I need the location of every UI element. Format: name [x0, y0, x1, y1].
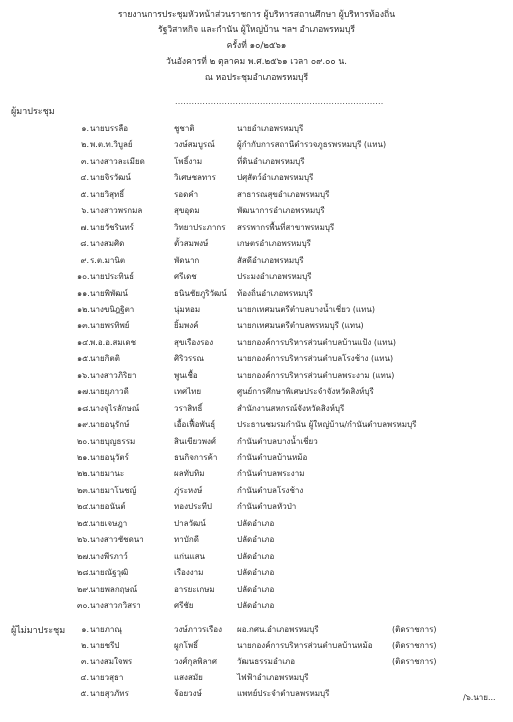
person-last-name: โพธิ์งาม: [174, 156, 203, 166]
item-number: ๙.: [80, 255, 89, 265]
person-last-name: วงษ์สมบูรณ์: [174, 140, 215, 150]
person-first-name: พ.ต.ท.วิบูลย์: [90, 140, 133, 150]
item-number: ๒๕.: [77, 518, 91, 528]
list-item: [0, 303, 513, 316]
list-item: [0, 533, 513, 546]
person-position: นายกเทศมนตรีตำบลบางน้ำเชี่ยว (แทน): [237, 304, 375, 314]
divider-dots: ............................................................................: [175, 97, 384, 106]
person-first-name: นางสาวกวิสรา: [90, 601, 141, 611]
list-item: [0, 583, 513, 596]
list-item: [0, 599, 513, 612]
person-position: กำนันตำบลหัวป่า: [237, 502, 297, 512]
person-first-name: นางขนิฎฐิตา: [90, 304, 135, 314]
absence-note: (ติดราชการ): [392, 625, 437, 634]
item-number: ๒๖.: [77, 535, 90, 545]
list-item: [0, 623, 513, 636]
person-first-name: นายอนุรักษ์: [90, 420, 130, 430]
person-last-name: วิทยาประภากร: [174, 222, 226, 232]
list-item: [0, 451, 513, 464]
person-last-name: วราสิทธิ์: [174, 403, 203, 413]
item-number: ๑๙.: [77, 420, 91, 430]
list-item: [0, 204, 513, 217]
person-last-name: รอดคำ: [174, 189, 199, 199]
list-item: [0, 639, 513, 652]
person-last-name: เทศไทย: [174, 387, 202, 397]
item-number: ๒๑.: [77, 453, 90, 462]
list-item: [0, 237, 513, 250]
person-first-name: นายพรทิพย์: [90, 321, 130, 331]
item-number: ๑.: [81, 124, 89, 133]
person-first-name: พ.อ.อ.สมเดช: [90, 337, 137, 347]
list-item: [0, 319, 513, 332]
item-number: ๓.: [80, 156, 89, 166]
person-position: ปลัดอำเภอ: [237, 601, 275, 611]
item-number: ๑๖.: [77, 370, 90, 380]
person-first-name: นางสาวภิริยา: [90, 370, 137, 380]
list-item: [0, 418, 513, 431]
person-last-name: เรืองงาม: [174, 568, 204, 578]
person-first-name: นายพลกฤษณ์: [90, 584, 138, 594]
person-position: กำนันตำบลพระงาม: [237, 469, 305, 479]
list-item: [0, 655, 513, 668]
list-item: [0, 336, 513, 349]
person-last-name: จ้อยวงษ์: [174, 689, 202, 698]
person-first-name: นายวัชรินทร์: [90, 222, 134, 232]
person-position: ศูนย์การศึกษาพิเศษประจำจังหวัดสิงห์บุรี: [237, 387, 374, 397]
person-last-name: แสงสมัย: [174, 673, 203, 682]
person-position: ไฟฟ้าอำเภอพรหมบุรี: [237, 673, 309, 682]
item-number: ๑๓.: [77, 321, 91, 331]
list-item: [0, 402, 513, 415]
person-position: ปลัดอำเภอ: [237, 551, 275, 561]
list-item: [0, 467, 513, 480]
meeting-venue: ณ หอประชุมอำเภอพรหมบุรี: [204, 73, 309, 83]
person-position: กำนันตำบลบางน้ำเชี่ยว: [237, 436, 318, 446]
person-first-name: นายชรีป: [90, 641, 120, 650]
item-number: ๒๐.: [77, 436, 90, 446]
item-number: ๓.: [80, 657, 89, 666]
person-last-name: ทองประทีป: [174, 502, 213, 512]
person-first-name: ร.ต.มานิต: [90, 255, 126, 265]
person-position: สรรพากรพื้นที่สาขาพรหมบุรี: [237, 222, 335, 232]
person-last-name: ศรีเดช: [174, 272, 197, 282]
person-first-name: นายจิรวัฒน์: [90, 173, 131, 183]
person-position: ปลัดอำเภอ: [237, 584, 275, 594]
person-position: กำนันตำบลโรงช้าง: [237, 485, 304, 495]
person-first-name: นายบุญธรรม: [90, 436, 136, 446]
person-position: นายกองค์การบริหารส่วนตำบลโรงช้าง (แทน): [237, 354, 394, 364]
item-number: ๑๕.: [77, 354, 91, 364]
person-position: สำนักงานสหกรณ์จังหวัดสิงห์บุรี: [237, 403, 345, 413]
person-position: สาธารณสุขอำเภอพรหมบุรี: [237, 189, 330, 199]
item-number: ๒๒.: [77, 469, 91, 479]
person-first-name: นายกิตติ: [90, 354, 120, 364]
person-last-name: พูนเชื้อ: [174, 370, 198, 380]
person-last-name: ธนกิจการค้า: [174, 453, 218, 462]
header-title-line: รายงานการประชุมหัวหน้าส่วนราชการ ผู้บริหารสถานศึกษา ผู้บริหารท้องถิ่น: [117, 10, 396, 20]
person-last-name: ผลทับทิม: [174, 469, 205, 479]
list-item: [0, 352, 513, 365]
person-position: ประมงอำเภอพรหมบุรี: [237, 272, 312, 282]
person-position: พัฒนาการอำเภอพรหมบุรี: [237, 206, 325, 216]
person-first-name: นายสุวภัทร: [90, 689, 129, 698]
person-first-name: นายประทินธ์: [90, 272, 134, 282]
list-item: [0, 435, 513, 448]
meeting-number: ครั้งที่ ๑๐/๒๕๖๑: [226, 41, 287, 51]
list-item: [0, 385, 513, 398]
person-last-name: สุขอุดม: [174, 206, 200, 216]
person-first-name: นางพีรภาว์: [90, 551, 128, 561]
person-last-name: พัดนาก: [174, 255, 200, 265]
item-number: ๔.: [80, 173, 89, 183]
person-position: ประธานชมรมกำนัน ผู้ใหญ่บ้าน/กำนันตำบลพรหมบุรี: [237, 420, 417, 430]
person-position: เกษตรอำเภอพรหมบุรี: [237, 239, 311, 249]
person-first-name: นางสาวชัชดนา: [90, 535, 144, 545]
absentees-heading: ผู้ไม่มาประชุม: [11, 626, 66, 636]
person-position: กำนันตำบลบ้านหม้อ: [237, 453, 308, 462]
person-last-name: ผูกโพธิ์: [174, 641, 198, 650]
list-item: [0, 687, 513, 700]
item-number: ๒๘.: [77, 568, 91, 578]
list-item: [0, 500, 513, 513]
person-last-name: ยิ้มพงค์: [174, 321, 199, 331]
person-last-name: ศิริวรรณ: [174, 354, 204, 364]
person-position: แพทย์ประจำตำบลพรหมบุรี: [237, 689, 330, 698]
list-item: [0, 188, 513, 201]
person-position: ปศุสัตว์อำเภอพรหมบุรี: [237, 173, 314, 183]
list-item: [0, 122, 513, 135]
person-first-name: นายบรรลือ: [90, 124, 129, 133]
person-last-name: ทาบักดี: [174, 535, 199, 545]
person-last-name: สุขเรืองรอง: [174, 337, 214, 347]
person-last-name: ศรีชัย: [174, 601, 194, 611]
item-number: ๒.: [81, 641, 89, 650]
person-first-name: นายยุภาวดี: [90, 387, 129, 397]
person-last-name: วงษ์ภาวรเรือง: [174, 625, 222, 634]
attendees-heading: ผู้มาประชุม: [11, 107, 55, 117]
person-first-name: นางสมใจพร: [90, 657, 133, 666]
person-position: สัสดีอำเภอพรหมบุรี: [237, 255, 304, 265]
item-number: ๑๐.: [77, 272, 90, 282]
person-position: ปลัดอำเภอ: [237, 518, 275, 528]
person-position: ปลัดอำเภอ: [237, 568, 275, 578]
person-last-name: สินเขียวพงศ์: [174, 436, 216, 446]
person-first-name: นายเจษฎา: [90, 518, 128, 528]
list-item: [0, 517, 513, 530]
person-position: นายกองค์การบริหารส่วนตำบลบ้านหม้อ: [237, 641, 373, 650]
item-number: ๗.: [80, 222, 89, 232]
item-number: ๒๔.: [77, 502, 91, 512]
list-item: [0, 155, 513, 168]
item-number: ๑๗.: [77, 387, 91, 397]
list-item: [0, 484, 513, 497]
item-number: ๔.: [80, 673, 89, 682]
item-number: ๕.: [80, 189, 89, 199]
person-last-name: วงศ์กุลพิลาศ: [174, 657, 217, 666]
item-number: ๖.: [81, 206, 89, 216]
absence-note: (ติดราชการ): [392, 641, 437, 650]
person-position: ผู้กำกับการสถานีตำรวจภูธรพรหมบุรี (แทน): [237, 140, 387, 150]
person-position: นายกองค์การบริหารส่วนตำบลพระงาม (แทน): [237, 370, 395, 380]
list-item: [0, 254, 513, 267]
person-first-name: นางสาวพรกมล: [90, 206, 143, 216]
item-number: ๒.: [81, 140, 89, 150]
item-number: ๑๑.: [77, 288, 90, 298]
item-number: ๘.: [80, 239, 89, 249]
person-position: ท้องถิ่นอำเภอพรหมบุรี: [237, 288, 313, 298]
list-item: [0, 550, 513, 563]
item-number: ๑๘.: [77, 403, 91, 413]
person-position: ที่ดินอำเภอพรหมบุรี: [237, 156, 305, 166]
list-item: [0, 671, 513, 684]
person-first-name: นายมาโนชญ์: [90, 485, 137, 495]
person-last-name: ชูชาติ: [174, 124, 195, 133]
item-number: ๒๓.: [77, 485, 91, 495]
person-last-name: วิเศษชลทาร: [174, 173, 216, 183]
person-last-name: นุ่มหอม: [174, 304, 201, 314]
person-first-name: นางจุไรลักษณ์: [90, 403, 140, 413]
item-number: ๓๐.: [77, 601, 90, 611]
absence-note: (ติดราชการ): [392, 657, 437, 666]
person-first-name: นายพิพัฒน์: [90, 288, 128, 298]
person-position: นายอำเภอพรหมบุรี: [237, 124, 304, 133]
person-last-name: เอื้อเฟื้อพันธุ์: [174, 420, 216, 430]
person-position: ปลัดอำเภอ: [237, 535, 275, 545]
person-first-name: นางสมศิด: [90, 239, 125, 249]
meeting-date-time: วันอังคารที่ ๒ ตุลาคม พ.ศ.๒๕๖๑ เวลา ๐๙.๐๐ น.: [166, 57, 347, 67]
item-number: ๑.: [81, 625, 89, 634]
item-number: ๒๗.: [77, 551, 91, 561]
item-number: ๑๔.: [77, 337, 91, 347]
item-number: ๕.: [80, 689, 89, 698]
person-last-name: ปาลวัฒน์: [174, 518, 206, 528]
person-last-name: แก่นแสน: [174, 551, 205, 561]
person-first-name: นายอนันต์: [90, 502, 126, 512]
person-position: นายกเทศมนตรีตำบลพรหมบุรี (แทน): [237, 321, 364, 331]
list-item: [0, 138, 513, 151]
list-item: [0, 566, 513, 579]
person-first-name: นายมานะ: [90, 469, 125, 479]
list-item: [0, 287, 513, 300]
person-last-name: ธนินชัยภูริวัฒน์: [174, 288, 227, 298]
person-last-name: ภู่ระหงษ์: [174, 485, 203, 495]
person-first-name: นายอนุวัตร์: [90, 453, 129, 462]
person-last-name: ตั้วสมพงษ์: [174, 239, 209, 249]
list-item: [0, 270, 513, 283]
person-first-name: นายณัฐวุฒิ: [90, 568, 129, 578]
page-continuation: /๖.นาย...: [463, 693, 496, 702]
header-subtitle-line: รัฐวิสาหกิจ และกำนัน ผู้ใหญ่บ้าน ฯลฯ อำเภอพรหมบุรี: [157, 25, 355, 35]
person-position: นายกองค์การบริหารส่วนตำบลบ้านแป้ง (แทน): [237, 337, 396, 347]
person-first-name: นางสาวละเมียด: [90, 156, 145, 166]
person-position: วัฒนธรรมอำเภอ: [237, 657, 296, 666]
list-item: [0, 221, 513, 234]
person-last-name: อารยะเกษม: [174, 584, 215, 594]
person-position: ผอ.กศน.อำเภอพรหมบุรี: [237, 625, 319, 634]
person-first-name: นายภาณุ: [90, 625, 122, 634]
person-first-name: นายวสุธา: [90, 673, 124, 682]
list-item: [0, 369, 513, 382]
person-first-name: นายวิสุทธิ์: [90, 189, 125, 199]
item-number: ๒๙.: [77, 584, 91, 594]
list-item: [0, 171, 513, 184]
item-number: ๑๒.: [77, 304, 90, 314]
